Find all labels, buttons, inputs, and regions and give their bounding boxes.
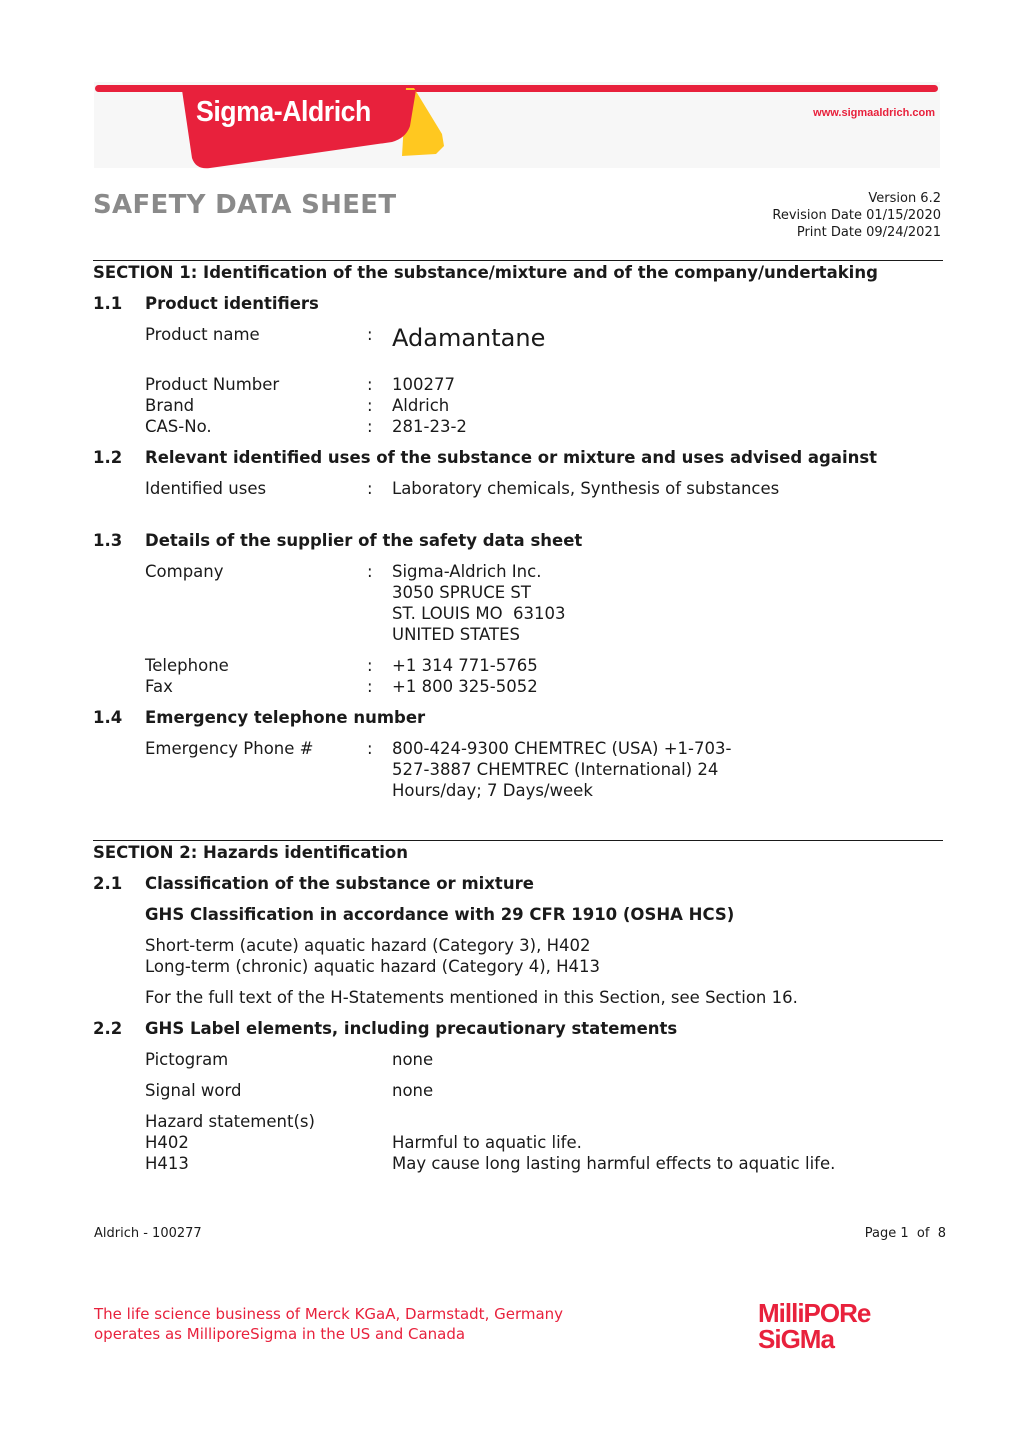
emergency-phone: [392, 738, 731, 801]
print-date: Print Date 09/24/2021: [796, 225, 941, 240]
hazard-code: H402: [145, 1133, 189, 1152]
emergency-line: 800-424-9300 CHEMTREC (USA) +1-703-: [392, 739, 732, 758]
colon: :: [367, 479, 373, 498]
colon: :: [367, 677, 373, 696]
emergency-label: Emergency Phone #: [145, 739, 314, 758]
subsection-title: Details of the supplier of the safety data sheet: [145, 531, 583, 550]
subsection-title: Emergency telephone number: [145, 708, 426, 727]
hazard-text: Harmful to aquatic life.: [392, 1133, 582, 1152]
classification-list: [145, 935, 600, 977]
subsection-title: Product identifiers: [145, 294, 319, 313]
identified-uses: Laboratory chemicals, Synthesis of substances: [392, 479, 780, 498]
company-address: [392, 561, 566, 645]
fax-number: +1 800 325-5052: [392, 677, 538, 696]
subsection-title: Classification of the substance or mixture: [145, 874, 534, 893]
company-label: Company: [145, 562, 224, 581]
colon: :: [367, 739, 373, 758]
classification-item: Long-term (chronic) aquatic hazard (Category 4), H413: [145, 957, 601, 976]
product-number-label: Product Number: [145, 375, 280, 394]
subsection-title: Relevant identified uses of the substance or mixture and uses advised against: [145, 448, 878, 467]
milliporesigma-logo: [758, 1300, 948, 1352]
colon: :: [367, 375, 373, 394]
colon: :: [367, 325, 373, 344]
version: Version 6.2: [868, 191, 941, 206]
subsection-number: 1.4: [93, 708, 123, 727]
subsection-number: 2.1: [93, 874, 123, 893]
company-line: Sigma-Aldrich Inc.: [392, 562, 542, 581]
identified-uses-label: Identified uses: [145, 479, 267, 498]
full-text-note: For the full text of the H-Statements mentioned in this Section, see Section 16.: [145, 988, 798, 1007]
section1-heading: SECTION 1: Identification of the substance/mixture and of the company/undertaking: [93, 263, 878, 282]
company-line: UNITED STATES: [392, 625, 520, 644]
page-number: Page 1 of 8: [864, 1226, 946, 1241]
brand-value: Aldrich: [392, 396, 450, 415]
signal-word-label: Signal word: [145, 1081, 242, 1100]
fax-label: Fax: [145, 677, 173, 696]
emergency-line: Hours/day; 7 Days/week: [392, 781, 593, 800]
brand-logo-text: Sigma-Aldrich: [196, 96, 371, 128]
telephone-number: +1 314 771-5765: [392, 656, 538, 675]
subsection-number: 1.3: [93, 531, 123, 550]
svg-text:MilliPORe: MilliPORe: [758, 1300, 871, 1328]
pictogram-label: Pictogram: [145, 1050, 229, 1069]
telephone-label: Telephone: [145, 656, 229, 675]
merck-statement: [94, 1304, 563, 1344]
product-name: Adamantane: [392, 324, 546, 352]
subsection-number: 1.1: [93, 294, 123, 313]
colon: :: [367, 562, 373, 581]
subsection-title: GHS Label elements, including precautionary statements: [145, 1019, 678, 1038]
document-id: Aldrich - 100277: [94, 1226, 202, 1241]
classification-item: Short-term (acute) aquatic hazard (Category 3), H402: [145, 936, 591, 955]
hazard-statements-label: Hazard statement(s): [145, 1112, 315, 1131]
pictogram-value: none: [392, 1050, 434, 1069]
brand-label: Brand: [145, 396, 195, 415]
svg-text:SiGMa: SiGMa: [758, 1324, 834, 1352]
subsection-number: 1.2: [93, 448, 123, 467]
hazard-code: H413: [145, 1154, 189, 1173]
cas-number: 281-23-2: [392, 417, 467, 436]
product-number: 100277: [392, 375, 455, 394]
section2-heading: SECTION 2: Hazards identification: [93, 843, 408, 862]
colon: :: [367, 656, 373, 675]
website-url[interactable]: www.sigmaaldrich.com: [813, 107, 935, 119]
merck-line: operates as MilliporeSigma in the US and Canada: [94, 1325, 466, 1343]
ghs-classification-heading: GHS Classification in accordance with 29 CFR 1910 (OSHA HCS): [145, 905, 735, 924]
section-divider: [93, 840, 943, 841]
version-info: [772, 190, 941, 241]
colon: :: [367, 396, 373, 415]
emergency-line: 527-3887 CHEMTREC (International) 24: [392, 760, 719, 779]
signal-word-value: none: [392, 1081, 434, 1100]
company-line: ST. LOUIS MO 63103: [392, 604, 566, 623]
revision-date: Revision Date 01/15/2020: [772, 208, 941, 223]
company-line: 3050 SPRUCE ST: [392, 583, 531, 602]
hazard-text: May cause long lasting harmful effects to aquatic life.: [392, 1154, 836, 1173]
section-divider: [93, 260, 943, 261]
subsection-number: 2.2: [93, 1019, 123, 1038]
colon: :: [367, 417, 373, 436]
merck-line: The life science business of Merck KGaA, Darmstadt, Germany: [94, 1305, 564, 1323]
product-name-label: Product name: [145, 325, 260, 344]
document-title: SAFETY DATA SHEET: [93, 190, 397, 220]
cas-label: CAS-No.: [145, 417, 212, 436]
